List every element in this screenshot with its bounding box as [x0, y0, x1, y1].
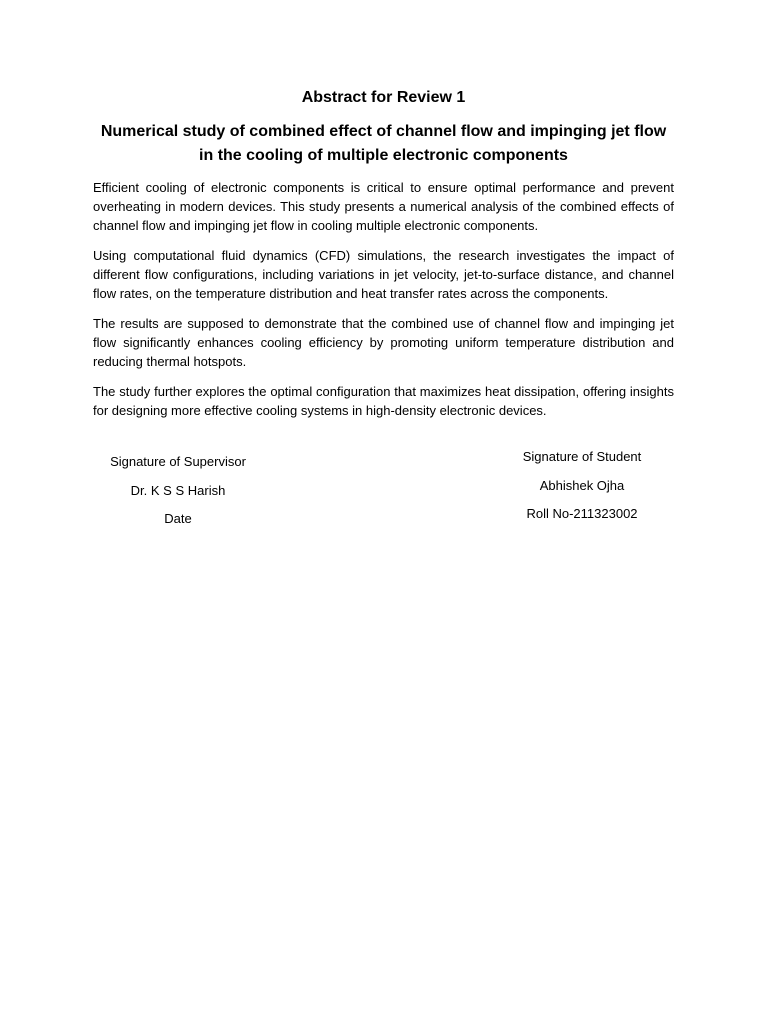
- document-subtitle: Numerical study of combined effect of channel flow and impinging jet flow in the cooling of multiple electronic components: [100, 123, 667, 164]
- document-title: Abstract for Review 1: [301, 89, 466, 106]
- abstract-paragraph-1: Efficient cooling of electronic components is critical to ensure optimal performance and prevent overheating in modern devices. This study presents a numerical analysis of the combined effects of channel flow and impinging jet flow in cooling multiple electronic components.: [93, 180, 674, 233]
- student-roll-number: Roll No-211323002: [526, 506, 638, 521]
- supervisor-signature-block: [93, 452, 263, 538]
- date-label: Date: [164, 511, 192, 526]
- supervisor-signature-label: Signature of Supervisor: [110, 454, 246, 469]
- abstract-paragraph-2: Using computational fluid dynamics (CFD) simulations, the research investigates the impact of different flow configurations, including variations in jet velocity, jet-to-surface distance, and channel flow rates, on the temperature distribution and heat transfer rates across the components.: [93, 248, 674, 301]
- supervisor-name: Dr. K S S Harish: [130, 482, 226, 498]
- abstract-paragraph-3: The results are supposed to demonstrate that the combined use of channel flow and impinging jet flow significantly enhances cooling efficiency by promoting uniform temperature distribution and reducing thermal hotspots.: [93, 316, 674, 369]
- student-signature-label: Signature of Student: [522, 449, 642, 464]
- abstract-paragraph-4: The study further explores the optimal configuration that maximizes heat dissipation, offering insights for designing more effective cooling systems in high-density electronic devices.: [93, 384, 674, 418]
- student-signature-block: [497, 447, 667, 533]
- document-body: [93, 86, 674, 431]
- student-name: Abhishek Ojha: [539, 477, 625, 493]
